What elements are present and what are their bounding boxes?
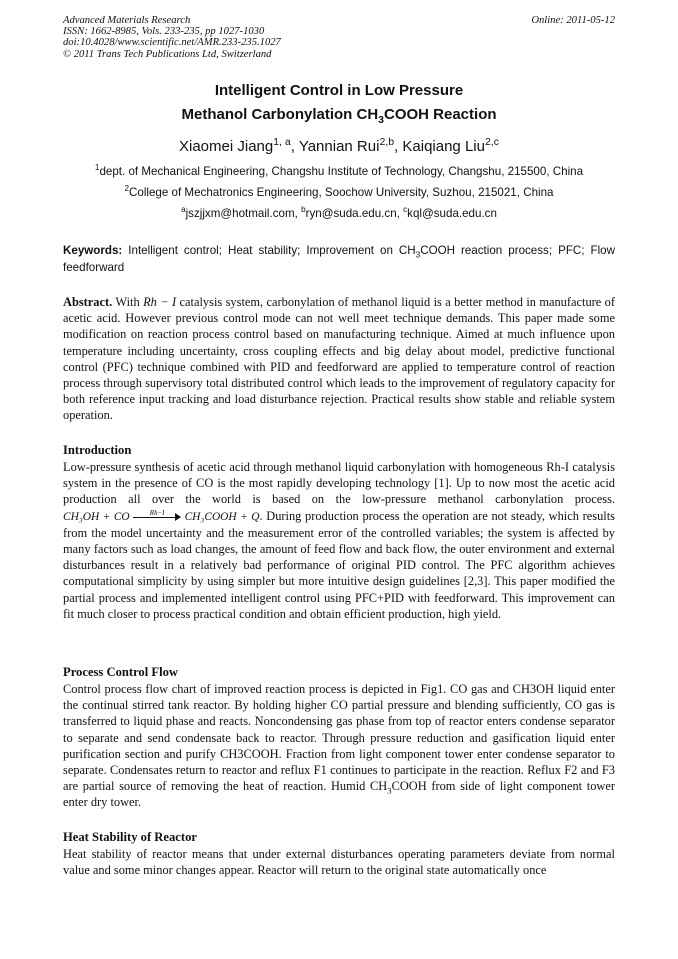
email-a-sup: a [181, 205, 186, 215]
abstract-label: Abstract. [63, 295, 113, 309]
online-date: Online: 2011-05-12 [531, 15, 615, 26]
pcf-text-pre: Control process flow chart of improved reaction process is depicted in Fig1. CO gas and CH3OH liquid enter the continual stirred tank reactor. By holding higher CO partial pressure and blending sufficiently, CO gas is transferred to liquid phase and reacts. Noncondensing gas phase from top of reactor enters condense separator to separate and send condensate back to reactor. Through pressure reduction and gasification liquid enter purification section and purify CH3COOH. Fraction from light component tower enter condense separator to separate. Condensates return to reactor and reflux F1 continues to participate in the reaction. Reflux F2 and F3 are partial source of removing the heat of reaction. Humid CH [63, 682, 615, 794]
author-3-name: Kaiqiang Liu [402, 138, 485, 155]
author-list: Xiaomei Jiang$^{1, a}$, Yannian Rui$^{2,b}$, Kaiqiang Liu$^{2,c}$ [179, 136, 499, 155]
arrow-catalyst-label: Rh−I [149, 509, 165, 517]
keywords-text-post: COOH reaction process; PFC; Flow feedforward [63, 244, 615, 274]
process-control-flow-paragraph [63, 681, 615, 811]
heat-stability-heading: Heat Stability of Reactor [63, 830, 197, 844]
email-a[interactable]: jszjjxm@hotmail.com, [185, 207, 302, 220]
author-1-sup: 1, a [273, 136, 291, 148]
equation-rhs: CH₃COOH + Q [184, 510, 260, 523]
keywords-label: Keywords: [63, 244, 123, 257]
email-b-sup: b [301, 205, 306, 215]
paper-title-line2 [0, 106, 678, 126]
affiliation-1-sup: 1 [94, 163, 100, 173]
introduction-paragraph [63, 459, 615, 622]
introduction-heading: Introduction [63, 443, 132, 457]
title-text-post: COOH Reaction [384, 106, 497, 123]
journal-header [63, 15, 281, 60]
equation-lhs: CH₃OH + CO [63, 510, 130, 523]
introduction-text-pre: Low-pressure synthesis of acetic acid through methanol liquid carbonylation with homogeneous Rh-I catalysis system in the presence of CO is the most rapidly developing technology [1]. Up to now most the acetic acid production all over the world is based on the low-pressure methanol carbonylation process. [63, 460, 615, 507]
pcf-subscript: 3 [387, 785, 392, 796]
email-c[interactable]: kql@suda.edu.cn [407, 207, 497, 220]
email-c-sup: c [403, 205, 408, 215]
title-text-pre: Methanol Carbonylation CH [181, 106, 379, 123]
doi-line: doi:10.4028/www.scientific.net/AMR.233-235.1027 [63, 37, 281, 49]
issn-line: ISSN: 1662-8985, Vols. 233-235, pp 1027-1030 [63, 26, 265, 38]
journal-name: Advanced Materials Research [63, 15, 191, 26]
reaction-arrow-icon [133, 509, 181, 522]
author-2-name: Yannian Rui [298, 138, 380, 155]
catalyst-formula: Rh − I [143, 295, 177, 309]
keywords-subscript: 3 [415, 250, 421, 260]
keywords-text-pre: Intelligent control; Heat stability; Improvement on CH [122, 244, 416, 257]
author-emails [0, 207, 678, 220]
abstract-pre: With [112, 295, 144, 309]
affiliation-2-text: College of Mechatronics Engineering, Soochow University, Suzhou, 215021, China [129, 186, 554, 199]
affiliation-2 [0, 186, 678, 199]
paper-title-line1: Intelligent Control in Low Pressure [214, 82, 464, 99]
email-b[interactable]: ryn@suda.edu.cn, [305, 207, 404, 220]
process-control-flow-heading: Process Control Flow [63, 665, 178, 679]
affiliation-1 [0, 165, 678, 178]
reaction-equation [63, 511, 259, 523]
affiliation-2-sup: 2 [124, 184, 129, 194]
abstract-section [63, 294, 615, 424]
author-2-sup: 2,b [379, 136, 395, 148]
author-3-sup: 2,c [484, 136, 499, 148]
keywords-section [63, 242, 615, 276]
title-subscript: 3 [378, 114, 384, 126]
affiliation-1-text: dept. of Mechanical Engineering, Changshu Institute of Technology, Changshu, 215500, China [99, 165, 584, 178]
heat-stability-paragraph: Heat stability of reactor means that under external disturbances operating parameters deviate from normal value and some minor changes appear. Reactor will return to the original state automatically once [63, 847, 615, 878]
introduction-text-post: . During production process the operation are not steady, which results from the model uncertainty and the measurement error of the controlled variables; the system is affected by many factors such as load changes, the amount of feed flow and back flow, the outer environment and external disturbances result in a relatively bad performance of original PID control. The PFC algorithm achieves computational simplicity by using simpler but more intuitive design guidelines [2,3]. This paper modified the partial process and implemented intelligent control using PFC+PID with feedforward. This improvement can fit much closer to process practical condition and obtain efficient production, high yield. [63, 508, 615, 621]
abstract-body: catalysis system, carbonylation of methanol liquid is a better method in manufacture of acetic acid. However previous control mode can not well meet technique demands. This paper made some modification on reaction process control based on manufacturing technique. Aimed at much influence upon temperature including uncertainty, cross coupling effects and big delay about model, predictive functional control (PFC) technique combined with PID and feedforward are applied to temperature control of reaction process through supervisory total distributed control which leads to the improvement of regulatory capacity for both reference input tracking and load disturbance rejection. Practical results show stable and reliable system operation. [63, 295, 615, 423]
author-1-name: Xiaomei Jiang [179, 138, 274, 155]
pcf-text-post: COOH from side of light component tower enter dry tower. [63, 779, 615, 810]
copyright-line: © 2011 Trans Tech Publications Ltd, Switzerland [63, 48, 272, 60]
